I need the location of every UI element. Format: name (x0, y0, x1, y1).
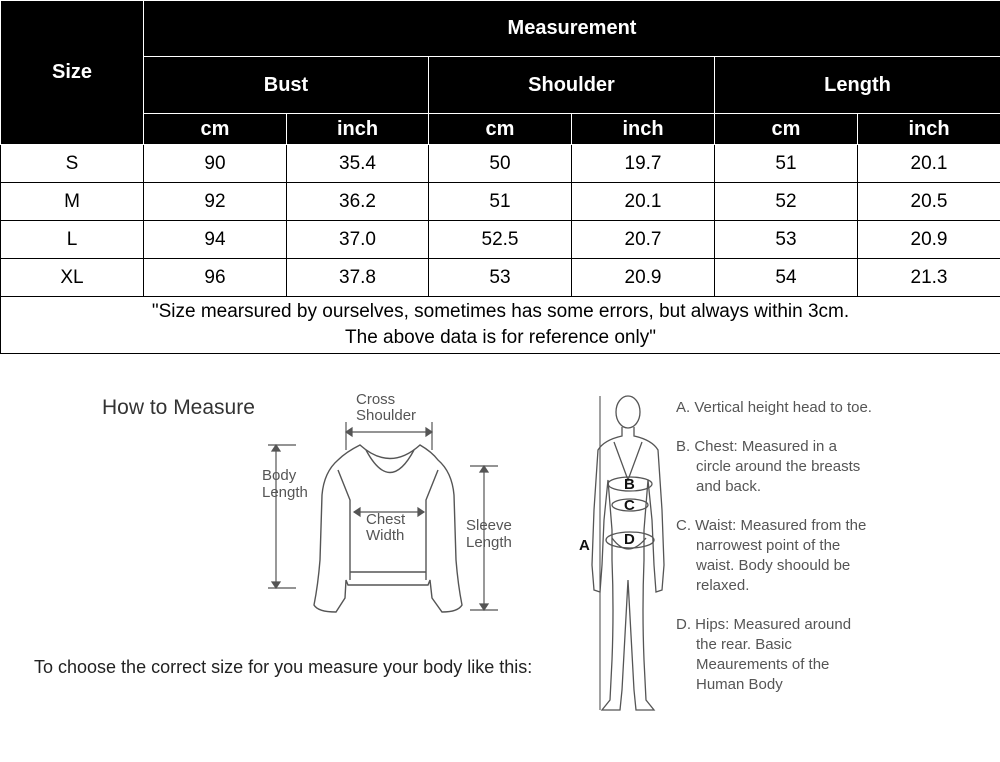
body-length-label: Body (262, 467, 297, 484)
unit-header: cm (144, 114, 287, 145)
step-item (676, 615, 876, 695)
value-cell: 94 (144, 221, 287, 259)
choose-size-instruction: To choose the correct size for you measure your body like this: (34, 657, 533, 677)
value-cell: 96 (144, 259, 287, 297)
size-cell: L (1, 221, 144, 259)
note-line: "Size mearsured by ourselves, sometimes has some errors, but always within 3cm. (151, 301, 850, 322)
table-row (1, 221, 1000, 259)
size-chart-table (0, 0, 1000, 354)
sleeve-length-label: Length (466, 534, 512, 551)
chest-width-label: Chest (366, 511, 406, 528)
table-row (1, 183, 1000, 221)
value-cell: 20.7 (572, 221, 715, 259)
value-cell: 51 (715, 145, 858, 183)
size-cell: S (1, 145, 144, 183)
unit-header: inch (287, 114, 429, 145)
table-row (1, 259, 1000, 297)
step-item (676, 398, 876, 418)
value-cell: 52 (715, 183, 858, 221)
human-body-figure (592, 396, 664, 710)
size-header: Size (1, 1, 144, 145)
value-cell: 35.4 (287, 145, 429, 183)
length-header: Length (715, 57, 1000, 114)
value-cell: 20.9 (858, 221, 1000, 259)
cross-shoulder-label: Shoulder (356, 407, 417, 424)
body-letter-d: D (624, 531, 635, 548)
value-cell: 52.5 (429, 221, 572, 259)
step-text: C. Waist: Measured from the narrowest point of the waist. Body shoould be relaxed. (676, 517, 867, 594)
body-length-label: Length (262, 484, 308, 501)
body-letter-b: B (624, 476, 635, 493)
value-cell: 36.2 (287, 183, 429, 221)
sleeve-length-label: Sleeve (466, 517, 512, 534)
unit-header: inch (572, 114, 715, 145)
value-cell: 92 (144, 183, 287, 221)
value-cell: 53 (429, 259, 572, 297)
step-text: A. Vertical height head to toe. (676, 399, 872, 416)
step-item (676, 437, 876, 497)
value-cell: 20.9 (572, 259, 715, 297)
unit-header: cm (715, 114, 858, 145)
measurement-header: Measurement (144, 1, 1000, 57)
body-letter-c: C (624, 497, 635, 514)
size-cell: XL (1, 259, 144, 297)
unit-header: cm (429, 114, 572, 145)
value-cell: 54 (715, 259, 858, 297)
value-cell: 90 (144, 145, 287, 183)
value-cell: 50 (429, 145, 572, 183)
shoulder-header: Shoulder (429, 57, 715, 114)
chest-width-label: Width (366, 527, 405, 544)
how-to-measure-title: How to Measure (102, 396, 255, 419)
size-cell: M (1, 183, 144, 221)
step-text: D. Hips: Measured around the rear. Basic Meaurements of the Human Body (676, 616, 852, 693)
note-row (1, 297, 1000, 354)
unit-header: inch (858, 114, 1000, 145)
reference-note (1, 297, 1000, 354)
value-cell: 53 (715, 221, 858, 259)
value-cell: 20.1 (858, 145, 1000, 183)
value-cell: 37.0 (287, 221, 429, 259)
table-row (1, 145, 1000, 183)
value-cell: 20.5 (858, 183, 1000, 221)
step-item (676, 516, 876, 596)
cross-shoulder-label: Cross (356, 391, 396, 408)
value-cell: 21.3 (858, 259, 1000, 297)
bust-header: Bust (144, 57, 429, 114)
body-letter-a: A (579, 537, 590, 554)
value-cell: 51 (429, 183, 572, 221)
value-cell: 20.1 (572, 183, 715, 221)
measurement-steps (676, 398, 876, 714)
step-text: B. Chest: Measured in a circle around the breasts and back. (676, 438, 861, 495)
value-cell: 37.8 (287, 259, 429, 297)
value-cell: 19.7 (572, 145, 715, 183)
note-line: The above data is for reference only" (345, 327, 656, 348)
